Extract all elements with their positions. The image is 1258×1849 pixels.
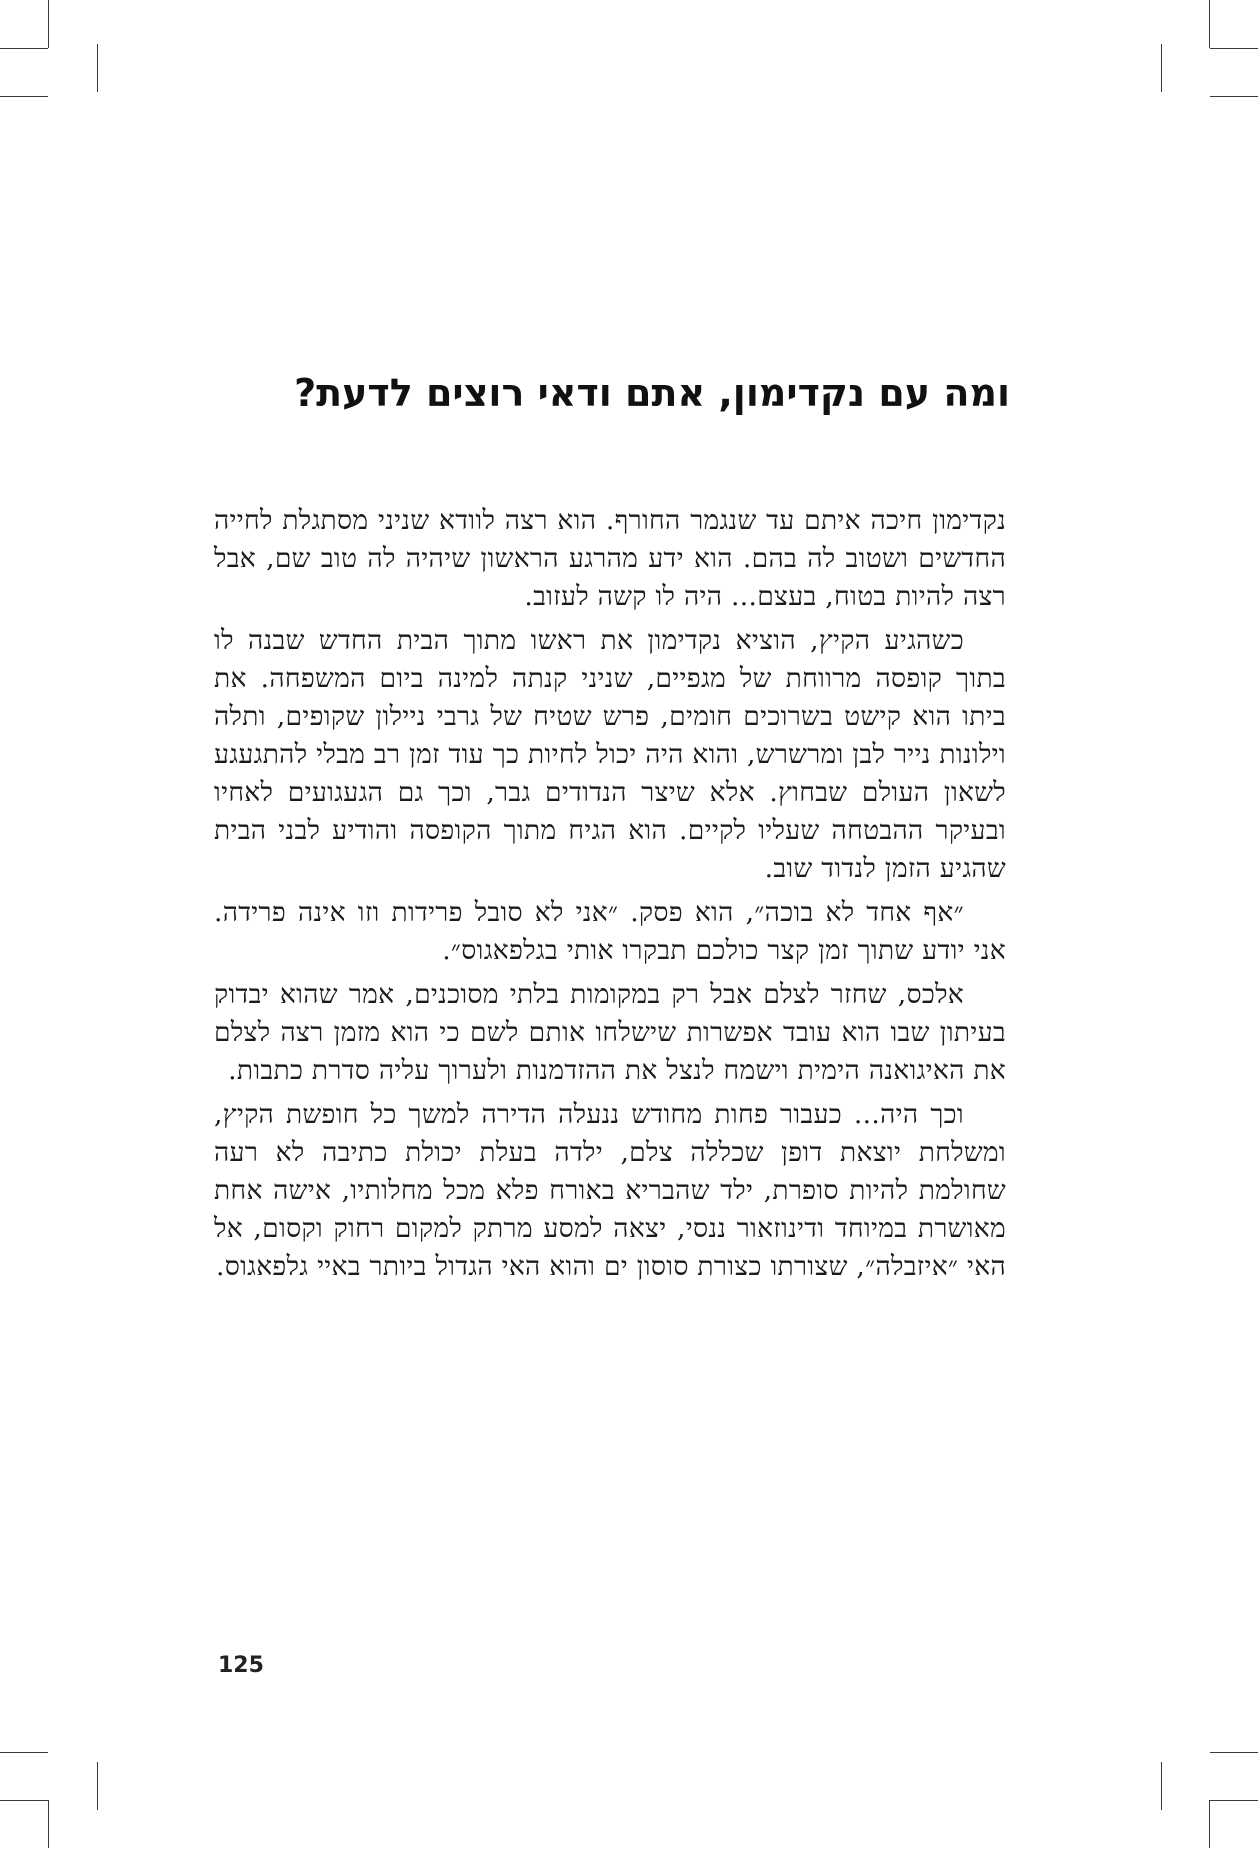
paragraph: ״אף אחד לא בוכה״, הוא פסק. ״אני לא סובל פרידות וזו אינה פרידה. אני יודע שתוך זמן קצר כולכם תבקרו אותי בגלפאגוס״. (214, 897, 1006, 966)
crop-mark (97, 1762, 98, 1810)
page-number: 125 (218, 1653, 264, 1678)
chapter-title: ומה עם נקדימון, אתם ודאי רוצים לדעת? (294, 371, 1010, 415)
body-text (214, 502, 1006, 1292)
crop-mark (0, 1752, 48, 1753)
crop-mark (0, 1800, 48, 1801)
crop-mark (1210, 48, 1258, 49)
crop-mark (1161, 44, 1162, 92)
crop-mark (0, 96, 48, 97)
crop-mark (48, 0, 49, 48)
crop-mark (1209, 0, 1210, 48)
paragraph: כשהגיע הקיץ, הוציא נקדימון את ראשו מתוך הבית החדש שבנה לו בתוך קופסה מרווחת של מגפיים, שניני קנתה למינה ביום המשפחה. את ביתו הוא קישט בשרוכים חומים, פרש שטיח של גרבי ניילון שקופים, ותלה וילונות נייר לבן ומרשרש, והוא היה יכול לחיות כך עוד זמן רב מבלי להתגעגע לשאון העולם שבחוץ. אלא שיצר הנדודים גבר, וכך גם הגעגועים לאחיו ובעיקר ההבטחה שעליו לקיים. הוא הגיח מתוך הקופסה והודיע לבני הבית שהגיע הזמן לנדוד שוב. (214, 625, 1006, 884)
paragraph: נקדימון חיכה איתם עד שנגמר החורף. הוא רצה לוודא שניני מסתגלת לחייה החדשים ושטוב לה בהם. הוא ידע מהרגע הראשון שיהיה לה טוב שם, אבל רצה להיות בטוח, בעצם... היה לו קשה לעזוב. (214, 505, 1006, 612)
crop-mark (97, 44, 98, 92)
paragraph: אלכס, שחזר לצלם אבל רק במקומות בלתי מסוכנים, אמר שהוא יבדוק בעיתון שבו הוא עובד אפשרות שישלחו אותם לשם כי הוא מזמן רצה לצלם את האיגואנה הימית וישמח לנצל את ההזדמנות ולערוך עליה סדרת כתבות. (214, 979, 1006, 1086)
crop-mark (1210, 96, 1258, 97)
crop-mark (1209, 1800, 1210, 1848)
crop-mark (1210, 1800, 1258, 1801)
paragraph: וכך היה... כעבור פחות מחודש ננעלה הדירה למשך כל חופשת הקיץ, ומשלחת יוצאת דופן שכללה צלם, ילדה בעלת יכולת כתיבה לא רעה שחולמת להיות סופרת, ילד שהבריא באורח פלא מכל מחלותיו, אישה אחת מאושרת במיוחד ודינוזאור ננסי, יצאה למסע מרתק למקום רחוק וקסום, אל האי ״איזבלה״, שצורתו כצורת סוסון ים והוא האי הגדול ביותר באיי גלפאגוס. (214, 1099, 1006, 1282)
crop-mark (0, 48, 48, 49)
crop-mark (1161, 1762, 1162, 1810)
crop-mark (48, 1800, 49, 1848)
crop-mark (1210, 1752, 1258, 1753)
